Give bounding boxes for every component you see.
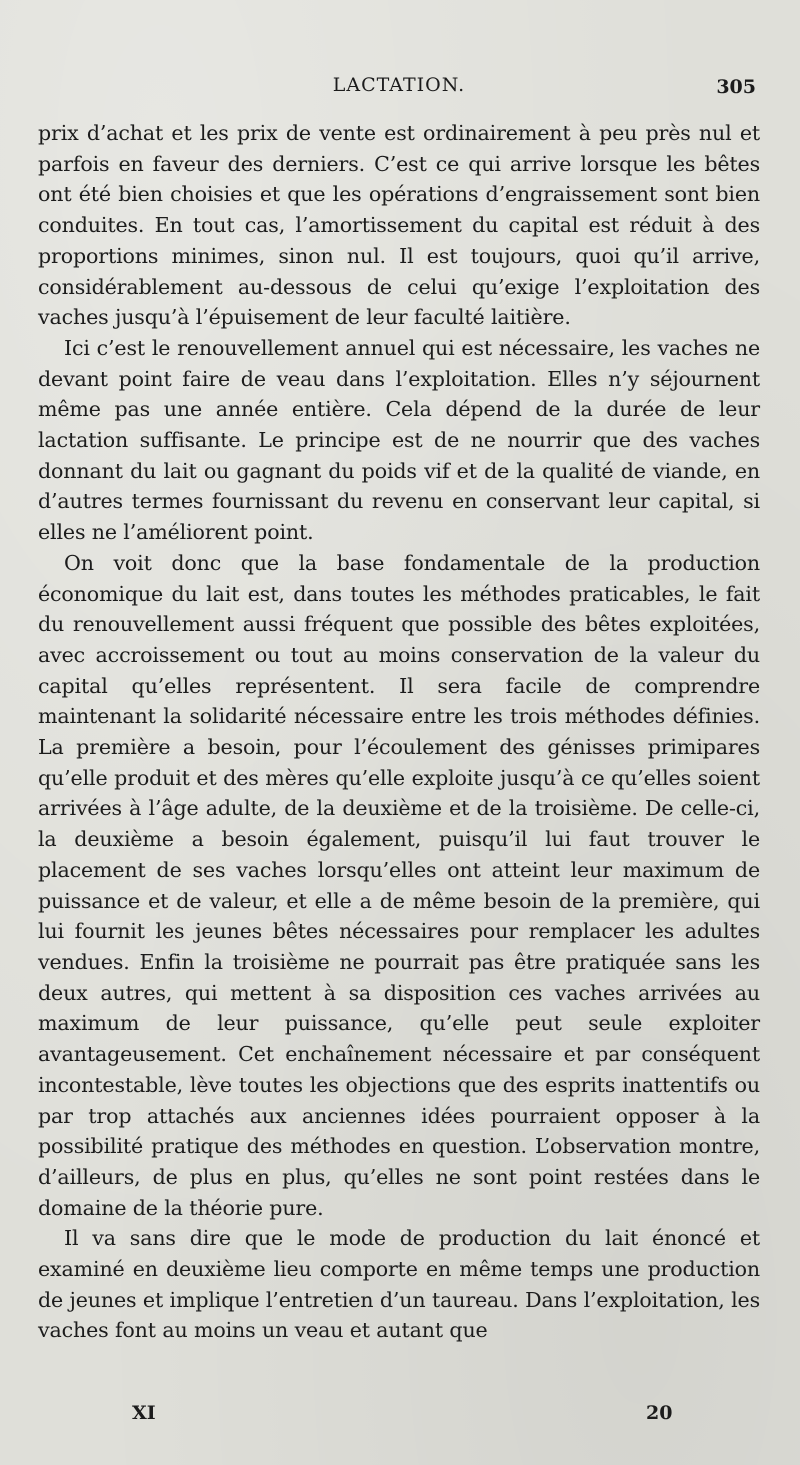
paragraph-2: Ici c’est le renouvellement annuel qui est nécessaire, les vaches ne devant point faire de veau dans l’exploitation. Elles n’y séjournent même pas une année entière. Cela dépend de la durée de leur lactation suffisante. Le principe est de ne nourrir que des vaches donnant du lait ou gagnant du poids vif et de la qualité de viande, en d’autres termes fournissant du revenu en conservant leur capital, si elles ne l’améliorent point. [38,335,760,545]
paragraph-1: prix d’achat et les prix de vente est ordinairement à peu près nul et parfois en faveur des derniers. C’est ce qui arrive lorsque les bêtes ont été bien choisies et que les opérations d’engraissement sont bien conduites. En tout cas, l’amortissement du capital est réduit à des proportions minimes, sinon nul. Il est toujours, quoi qu’il arrive, considérablement au-dessous de celui qu’exige l’exploitation des vaches jusqu’à l’épuisement de leur faculté laitière. [38,121,760,330]
body-text [38,118,760,1346]
sheet-number: 20 [646,1402,673,1424]
page-header [38,74,760,104]
page-number: 305 [716,76,756,98]
signature-mark: XI [132,1402,156,1424]
paragraph-3: On voit donc que la base fondamentale de la production économique du lait est, dans toutes les méthodes praticables, le fait du renouvellement aussi fréquent que possible des bêtes exploitées, avec accroissement ou tout au moins conservation de la valeur du capital qu’elles représentent. Il sera facile de comprendre maintenant la solidarité nécessaire entre les trois méthodes définies. La première a besoin, pour l’écoulement des génisses primipares qu’elle produit et des mères qu’elle exploite jusqu’à ce qu’elles soient arrivées à l’âge adulte, de la deuxième et de la troisième. De celle-ci, la deuxième a besoin également, puisqu’il lui faut trouver le placement de ses vaches lorsqu’elles ont atteint leur maximum de puissance et de valeur, et elle a de même besoin de la première, qui lui fournit les jeunes bêtes nécessaires pour remplacer les adultes vendues. Enfin la troisième ne pourrait pas être pratiquée sans les deux autres, qui mettent à sa disposition ces vaches arrivées au maximum de leur puissance, qu’elle peut seule exploiter avantageusement. Cet enchaînement nécessaire et par conséquent incontestable, lève toutes les objections que des esprits inattentifs ou par trop attachés aux anciennes idées pourraient opposer à la possibilité pratique des méthodes en question. L’observation montre, d’ailleurs, de plus en plus, qu’elles ne sont point restées dans le domaine de la théorie pure. [38,550,760,1220]
paragraph-4: Il va sans dire que le mode de production du lait énoncé et examiné en deuxième lieu comporte en même temps une production de jeunes et implique l’entretien d’un taureau. Dans l’exploitation, les vaches font au moins un veau et autant que [38,1226,760,1343]
page-footer [0,1402,800,1432]
running-head: LACTATION. [332,74,466,96]
